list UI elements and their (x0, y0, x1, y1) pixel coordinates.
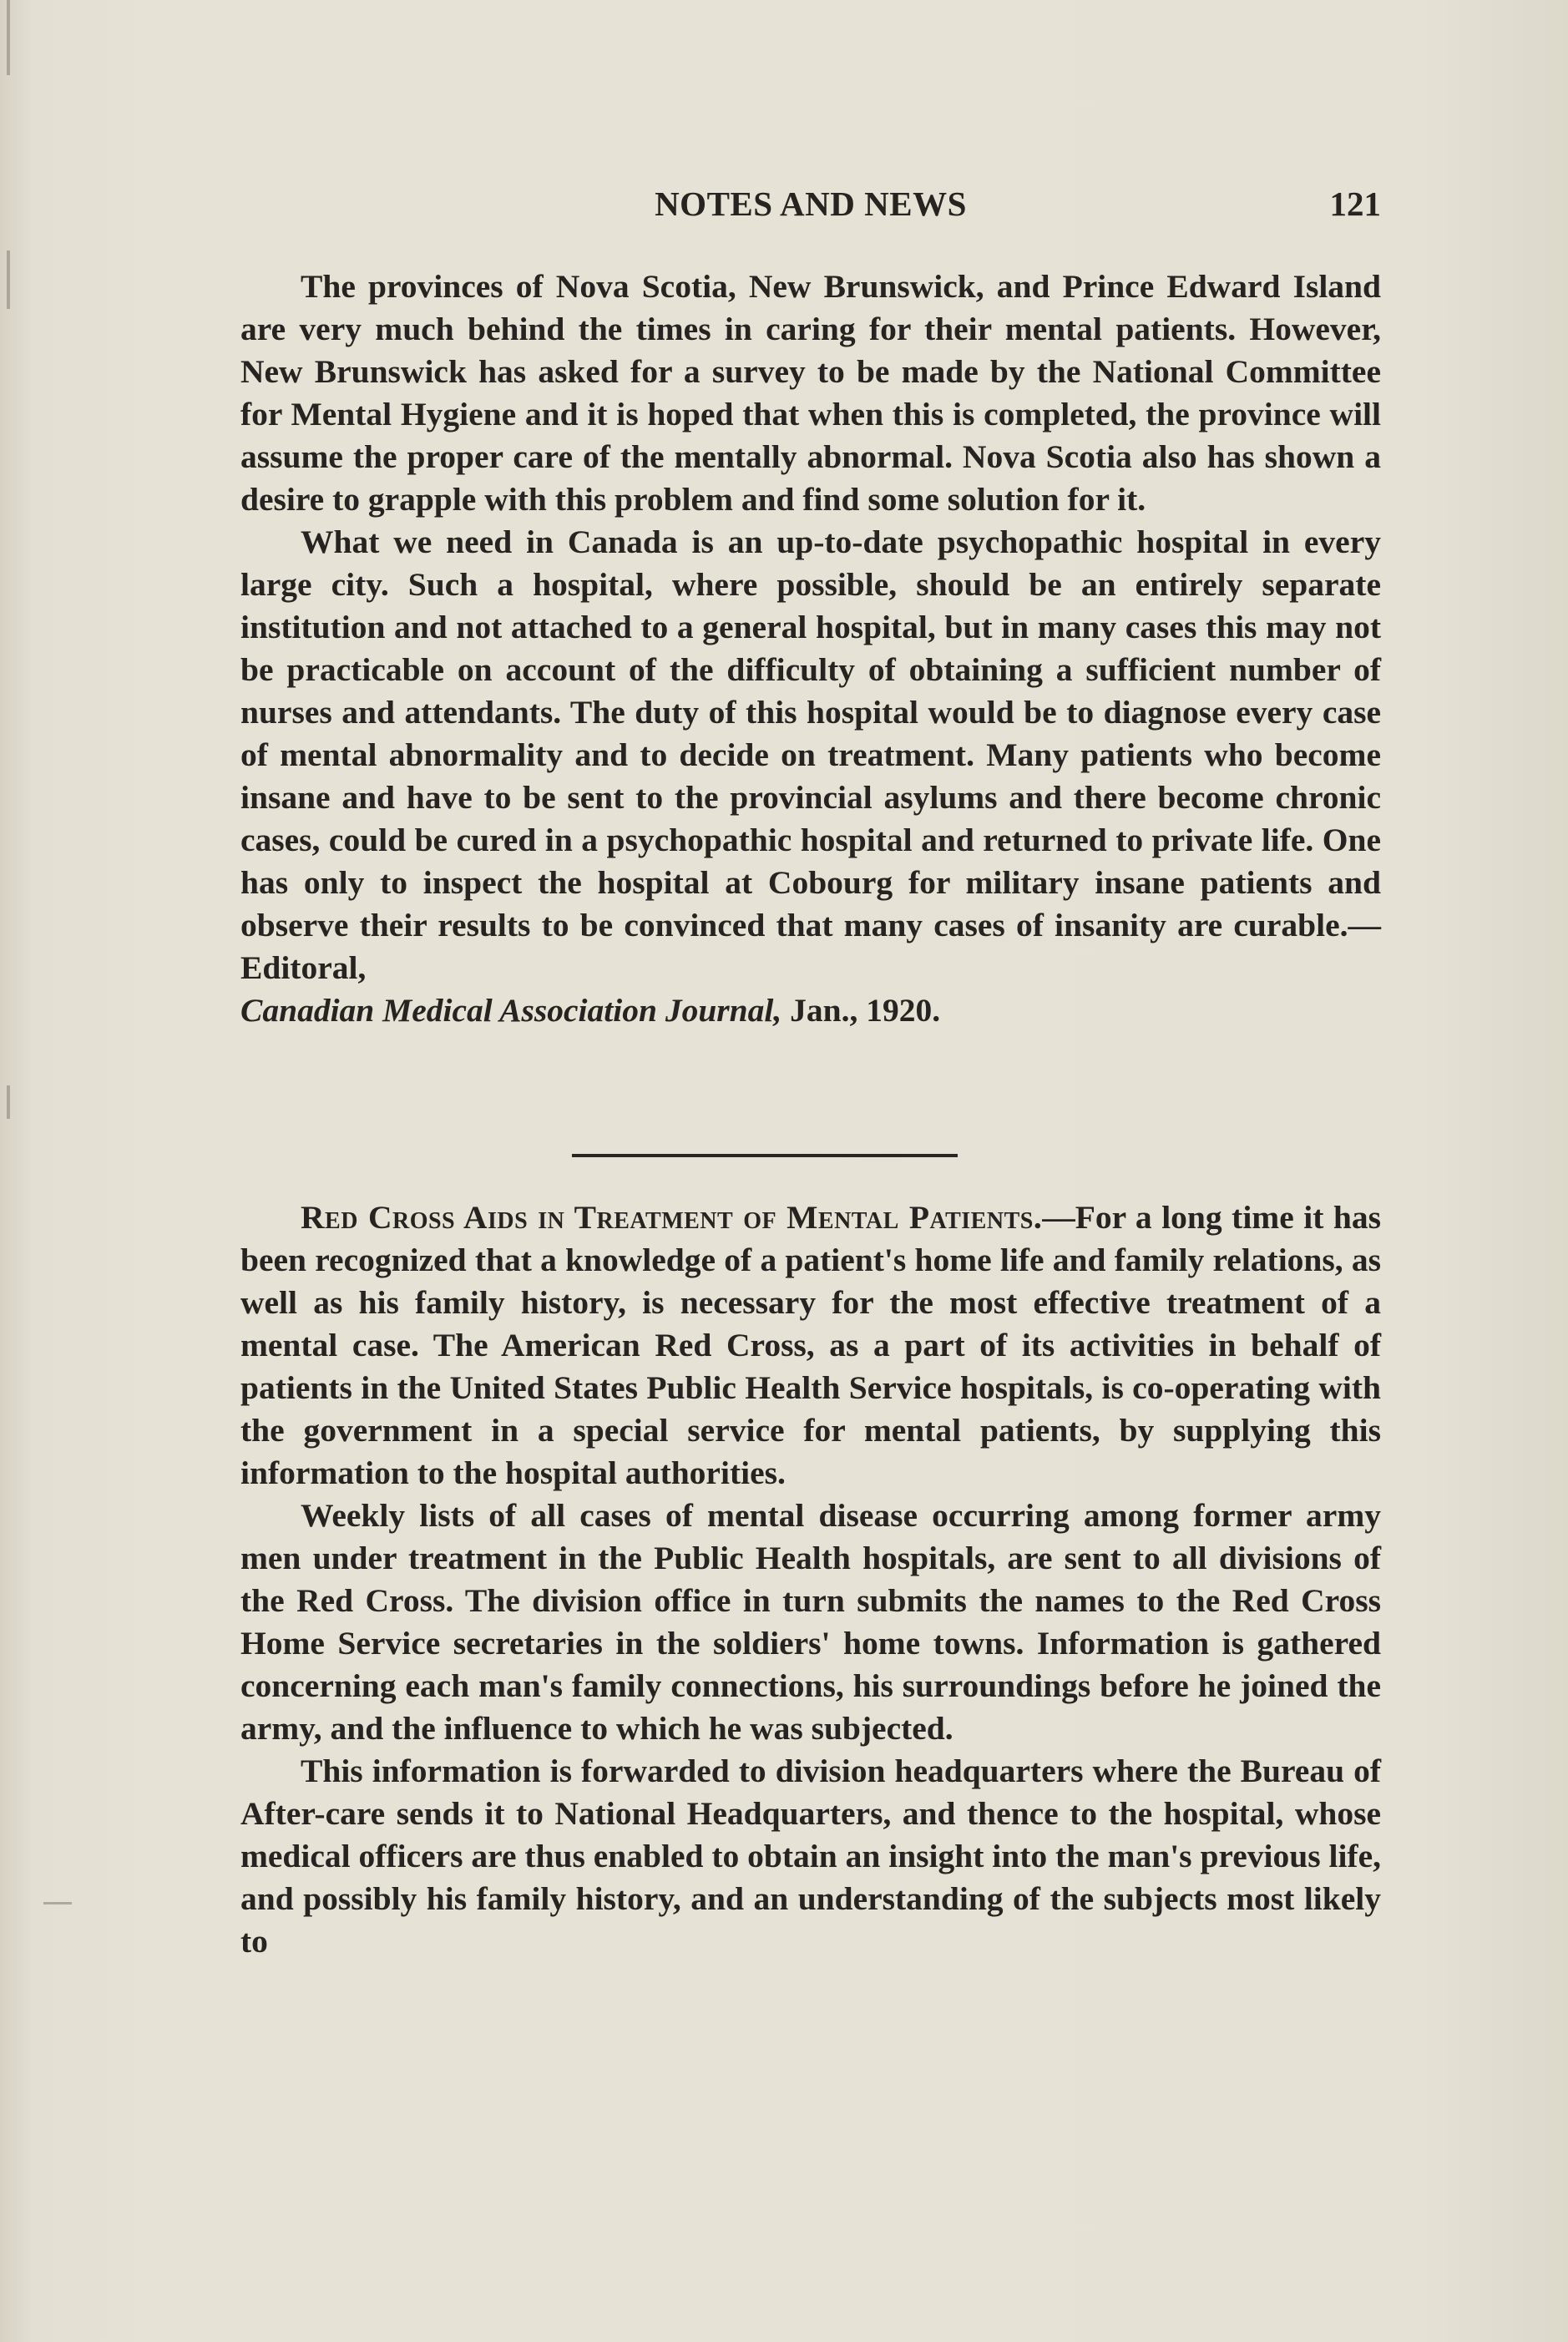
citation-date: Jan., 1920. (790, 992, 941, 1029)
article-provincial-care (240, 266, 1381, 1032)
binding-edge-mark (7, 0, 10, 75)
running-head (240, 184, 1381, 234)
paragraph-text: What we need in Canada is an up-to-date psychopathic hospital in every large city. Such a hospital, where possible, should be an entirely separate institution and not attached to a general hospital, but in many cases this may not be practicable on account of the difficulty of obtaining a sufficient number of nurses and attendants. The duty of this hospital would be to diagnose every case of mental abnormality and to decide on treatment. Many patients who become insane and have to be sent to the provincial asylums and there become chronic cases, could be cured in a psychopathic hospital and returned to private life. One has only to inspect the hospital at Cobourg for military insane patients and observe their results to be convinced that many cases of insanity are curable.—Editoral, (240, 524, 1381, 986)
section-divider (572, 1154, 958, 1157)
citation-journal: Canadian Medical Association Journal, (240, 992, 782, 1029)
binding-edge-mark (7, 250, 10, 309)
page-number: 121 (1329, 185, 1381, 223)
binding-edge-mark (7, 1085, 10, 1119)
paragraph-text: —For a long time it has been recognized that a knowledge of a patient's home life and family relations, as well as his family history, is necessary for the most effective treatment of a mental case. The American Red Cross, as a part of its activities in behalf of patients in the United States Public Health Service hospitals, is co-operating with the government in a special service for mental patients, by supplying this information to the hospital authorities. (240, 1199, 1382, 1491)
running-head-title: NOTES AND NEWS (655, 185, 967, 223)
paragraph: Weekly lists of all cases of mental disease occurring among former army men under treatment in the Public Health hospitals, are sent to all divisions of the Red Cross. The division office in turn submits the names to the Red Cross Home Service secretaries in the soldiers' home towns. Information is gathered concerning each man's family connections, his surroundings before he joined the army, and the influence to which he was subjected. (240, 1497, 1381, 1747)
paragraph: The provinces of Nova Scotia, New Brunswick, and Prince Edward Island are very much behind the times in caring for their mental patients. However, New Brunswick has asked for a survey to be made by the National Committee for Mental Hygiene and it is hoped that when this is completed, the province will assume the proper care of the mentally abnormal. Nova Scotia also has shown a desire to grapple with this problem and find some solution for it. (240, 268, 1381, 518)
paragraph (240, 1196, 1381, 1495)
citation (240, 989, 1381, 1032)
article-red-cross (240, 1196, 1381, 1963)
margin-mark (43, 1902, 72, 1904)
paragraph: This information is forwarded to division headquarters where the Bureau of After-care sends it to National Headquarters, and thence to the hospital, whose medical officers are thus enabled to obtain an insight into the man's previous life, and possibly his family history, and an understanding of the subjects most likely to (240, 1753, 1381, 1960)
article-title: Red Cross Aids in Treatment of Mental Patients. (301, 1199, 1043, 1236)
paragraph (240, 521, 1381, 1032)
